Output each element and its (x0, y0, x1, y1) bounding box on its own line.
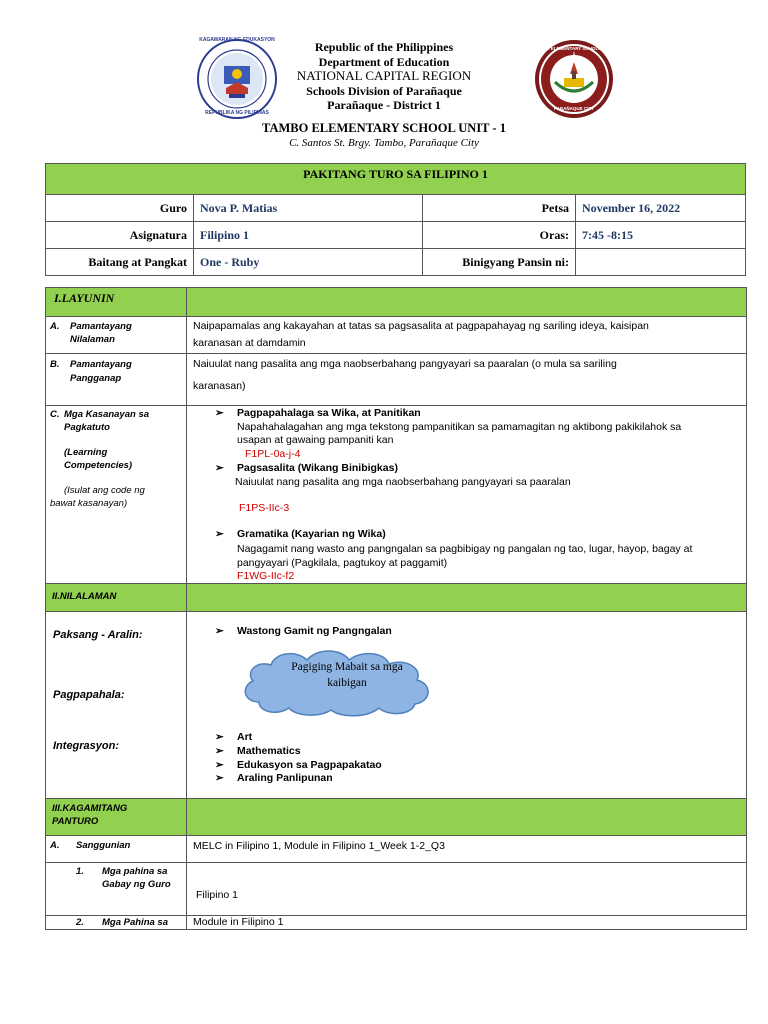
label-line: Competencies) (64, 460, 133, 471)
pamantayang-pangganap-label (46, 354, 187, 406)
cloud-text-line: kaibigan (327, 677, 367, 689)
oras-label: Oras: (423, 222, 576, 249)
gabay-guro-label (46, 863, 187, 916)
deped-seal-text-bottom: REPUBLIKA NG PILIPINAS (205, 110, 269, 116)
sanggunian-text: MELC in Filipino 1, Module in Filipino 1_Week 1-2_Q3 (187, 836, 747, 863)
guro-label: Guro (46, 195, 194, 222)
kasanayan-label (46, 406, 187, 584)
integrasyon-item (215, 745, 382, 759)
arrow-bullet-icon: ➢ (215, 772, 224, 785)
paksa-label: Paksang - Aralin: (53, 629, 143, 641)
petsa-value: November 16, 2022 (576, 195, 746, 222)
cloud-text (277, 659, 417, 691)
arrow-bullet-icon: ➢ (215, 407, 224, 419)
arrow-bullet-icon: ➢ (215, 528, 224, 540)
label-line: Mga pahina sa (102, 866, 168, 877)
paksa-value: Wastong Gamit ng Pangngalan (237, 625, 392, 637)
kagamitan-header-line: III.KAGAMITANG (52, 803, 128, 814)
text-line: Naipapamalas ang kakayahan at tatas sa pagsasalita at pagpapahayag ng sariling ideya, kaisipan (193, 320, 649, 332)
integrasyon-item (215, 759, 382, 773)
integrasyon-item-label: Araling Panlipunan (237, 772, 333, 785)
kagamitan-header-line: PANTURO (52, 816, 99, 827)
sanggunian-label (46, 836, 187, 863)
kagamitan-header-fill (187, 799, 747, 836)
integrasyon-item-label: Art (237, 731, 253, 743)
school-name: TAMBO ELEMENTARY SCHOOL UNIT - 1 (262, 121, 506, 135)
baitang-label: Baitang at Pangkat (46, 249, 194, 276)
nilalaman-content (187, 612, 747, 799)
header-line-1: Republic of the Philippines (314, 40, 454, 54)
text-line: pangyayari (Pagkilala, pagtukoy at paggamit) (237, 557, 448, 569)
text-line: Napahahalagahan ang mga tekstong pampanitikan sa pamamagitan ng aktibong pakikilahok sa (237, 421, 682, 433)
nilalaman-labels (46, 612, 187, 799)
baitang-value: One - Ruby (194, 249, 423, 276)
kasanayan-title: Pagsasalita (Wikang Binibigkas) (237, 462, 398, 474)
integrasyon-item (215, 731, 382, 745)
kagamitan-header (46, 799, 187, 836)
label-line: (Isulat ang code ng (64, 485, 145, 496)
asignatura-value: Filipino 1 (194, 222, 423, 249)
layunin-header-fill (187, 288, 747, 317)
layunin-header-text: I.LAYUNIN (54, 291, 115, 305)
row-letter-a: A. (50, 321, 60, 332)
asignatura-label: Asignatura (46, 222, 194, 249)
label-line: Pagkatuto (64, 422, 110, 433)
pahina-module-label (46, 916, 187, 930)
label-line: Gabay ng Guro (102, 879, 171, 890)
arrow-bullet-icon: ➢ (215, 625, 224, 637)
label-line: Pangganap (70, 373, 122, 384)
label-line: bawat kasanayan) (50, 498, 128, 509)
integrasyon-item-label: Edukasyon sa Pagpapakatao (237, 758, 382, 771)
pahina-module-text: Module in Filipino 1 (187, 916, 747, 930)
petsa-label: Petsa (423, 195, 576, 222)
cloud-text-line: Pagiging Mabait sa mga (291, 661, 403, 673)
nilalaman-header-text: II.NILALAMAN (52, 591, 117, 602)
row-letter: A. (50, 840, 60, 851)
lesson-plan-table (45, 287, 747, 930)
pamantayang-pangganap-text (187, 354, 747, 406)
school-seal-text-top: TAMBO ELEMENTARY SCHOOL UNIT-1 (533, 46, 615, 56)
arrow-bullet-icon: ➢ (215, 758, 224, 771)
letterhead (0, 40, 768, 113)
nilalaman-header (46, 584, 187, 612)
text-line: Nagagamit nang wasto ang pangngalan sa pagbibigay ng pangalan ng tao, lugar, hayop, bagay at (237, 543, 693, 555)
integrasyon-item-label: Mathematics (237, 744, 301, 757)
pamantayang-nilalaman-label (46, 317, 187, 354)
layunin-header (46, 288, 187, 317)
text-line: karanasan) (193, 379, 246, 392)
gabay-guro-text (187, 863, 747, 916)
binigyang-value (576, 249, 746, 276)
competency-code: F1PL-0a-j-4 (245, 448, 301, 460)
text-line: karanasan at damdamin (193, 336, 306, 349)
pagpapahala-label: Pagpapahala: (53, 689, 125, 701)
row-letter-b: B. (50, 359, 60, 370)
arrow-bullet-icon: ➢ (215, 462, 224, 474)
label-line: Mga Pahina sa (102, 917, 168, 928)
label-line: Pamantayang (70, 321, 132, 332)
lesson-title (46, 164, 746, 195)
row-number: 2. (76, 917, 84, 928)
integrasyon-label: Integrasyon: (53, 740, 120, 752)
lesson-title-text: PAKITANG TURO SA FILIPINO 1 (303, 167, 488, 181)
oras-value: 7:45 -8:15 (576, 222, 746, 249)
pamantayang-nilalaman-text (187, 317, 747, 354)
deped-seal-text-top: KAGAWARAN NG EDUKASYON (199, 37, 275, 43)
text-line: Naiuulat nang pasalita ang mga naobserbahang pangyayari sa paaralan (o mula sa sariling (193, 358, 617, 370)
competency-code: F1WG-IIc-f2 (237, 570, 295, 582)
label-line: Nilalaman (70, 334, 115, 345)
kasanayan-title: Gramatika (Kayarian ng Wika) (237, 528, 386, 540)
header-line-3: NATIONAL CAPITAL REGION (296, 68, 472, 83)
arrow-bullet-icon: ➢ (215, 731, 224, 743)
kasanayan-title: Pagpapahalaga sa Wika, at Panitikan (237, 407, 421, 419)
kasanayan-content (187, 406, 747, 584)
nilalaman-header-fill (187, 584, 747, 612)
guro-value: Nova P. Matias (194, 195, 423, 222)
school-seal-text-bottom: PARAÑAQUE CITY (553, 106, 595, 111)
header-line-2: Department of Education (318, 54, 450, 69)
school-address: C. Santos St. Brgy. Tambo, Parañaque City (289, 137, 479, 149)
header-line-5: Parañaque - District 1 (327, 98, 441, 112)
text-line: Filipino 1 (196, 889, 239, 901)
label-line: Mga Kasanayan sa (64, 409, 150, 420)
label-line: (Learning (64, 447, 108, 458)
label-line: Sanggunian (76, 840, 131, 851)
text-line: Naiuulat nang pasalita ang mga naobserbahang pangyayari sa paaralan (235, 476, 571, 488)
text-line: usapan at gawaing pampaniti kan (237, 434, 394, 446)
binigyang-label: Binigyang Pansin ni: (423, 249, 576, 276)
competency-code: F1PS-IIc-3 (239, 502, 290, 514)
label-line: Pamantayang (70, 359, 132, 370)
integrasyon-list (215, 731, 382, 786)
info-table (45, 163, 746, 276)
header-line-4: Schools Division of Parañaque (306, 83, 462, 98)
integrasyon-item (215, 772, 382, 786)
row-number: 1. (76, 866, 84, 877)
row-letter-c: C. (50, 409, 60, 420)
arrow-bullet-icon: ➢ (215, 744, 224, 757)
